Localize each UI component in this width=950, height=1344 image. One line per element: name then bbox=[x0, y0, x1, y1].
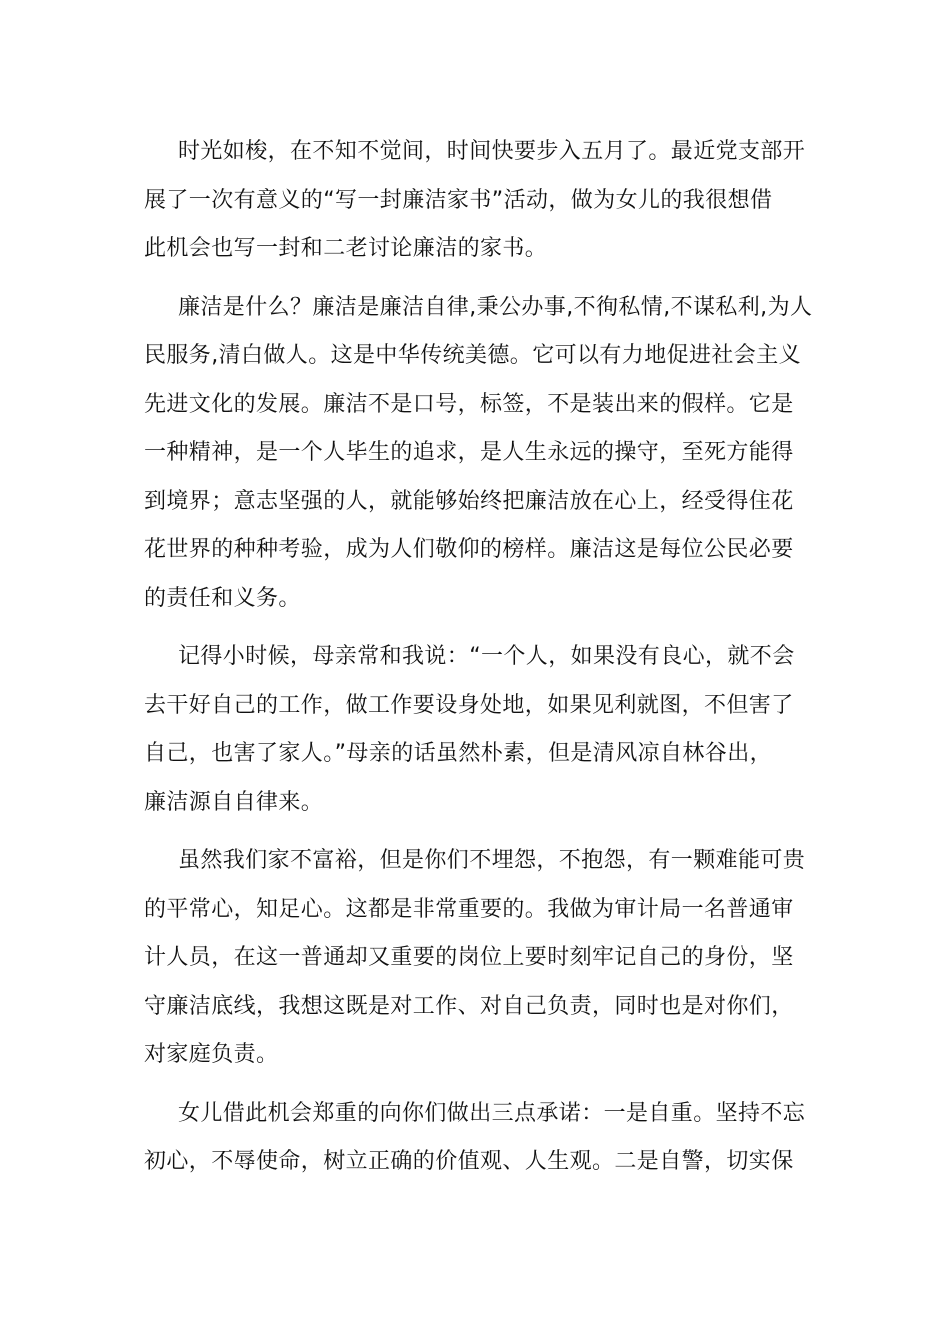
text-line: 计人员，在这一普通却又重要的岗位上要时刻牢记自己的身份，坚 bbox=[144, 945, 794, 970]
text-line: 对家庭负责。 bbox=[144, 1042, 279, 1067]
text-line: 初心，不辱使命，树立正确的价值观、人生观。二是自警，切实保 bbox=[144, 1149, 794, 1174]
text-line: 到境界；意志坚强的人，就能够始终把廉洁放在心上，经受得住花 bbox=[144, 488, 794, 514]
text-line: 民服务,清白做人。这是中华传统美德。它可以有力地促进社会主义 bbox=[144, 343, 801, 368]
text-line: 时光如梭，在不知不觉间，时间快要步入五月了。最近党支部开 bbox=[178, 139, 806, 164]
text-line: 女儿借此机会郑重的向你们做出三点承诺：一是自重。坚持不忘 bbox=[178, 1100, 806, 1126]
text-line: 去干好自己的工作，做工作要设身处地，如果见利就图，不但害了 bbox=[144, 692, 794, 718]
text-line: 的责任和义务。 bbox=[144, 585, 301, 611]
text-line: 自己，也害了家人。”母亲的话虽然朴素，但是清风凉自林谷出， bbox=[144, 741, 772, 766]
paragraph-4 bbox=[144, 837, 806, 1080]
paragraph-2 bbox=[144, 284, 813, 624]
paragraph-3 bbox=[144, 633, 806, 827]
text-line: 展了一次有意义的“写一封廉洁家书”活动，做为女儿的我很想借 bbox=[144, 187, 773, 213]
text-line: 廉洁源自自律来。 bbox=[144, 789, 324, 815]
paragraph-1 bbox=[144, 128, 806, 274]
text-line: 虽然我们家不富裕，但是你们不埋怨，不抱怨，有一颗难能可贵 bbox=[178, 848, 806, 873]
text-line: 廉洁是什么？廉洁是廉洁自律,秉公办事,不徇私情,不谋私利,为人 bbox=[178, 294, 813, 320]
text-line: 先进文化的发展。廉洁不是口号，标签，不是装出来的假样。它是 bbox=[144, 391, 794, 417]
text-line: 守廉洁底线，我想这既是对工作、对自己负责，同时也是对你们， bbox=[144, 993, 794, 1019]
text-line: 花世界的种种考验，成为人们敬仰的榜样。廉洁这是每位公民必要 bbox=[144, 537, 794, 562]
text-line: 记得小时候，母亲常和我说：“一个人，如果没有良心，就不会 bbox=[178, 644, 795, 669]
text-line: 此机会也写一封和二老讨论廉洁的家书。 bbox=[144, 236, 548, 261]
paragraph-5 bbox=[144, 1090, 806, 1187]
text-line: 一种精神，是一个人毕生的追求，是人生永远的操守，至死方能得 bbox=[144, 440, 794, 465]
letter-body bbox=[144, 128, 813, 1197]
text-line: 的平常心，知足心。这都是非常重要的。我做为审计局一名普通审 bbox=[144, 896, 794, 922]
